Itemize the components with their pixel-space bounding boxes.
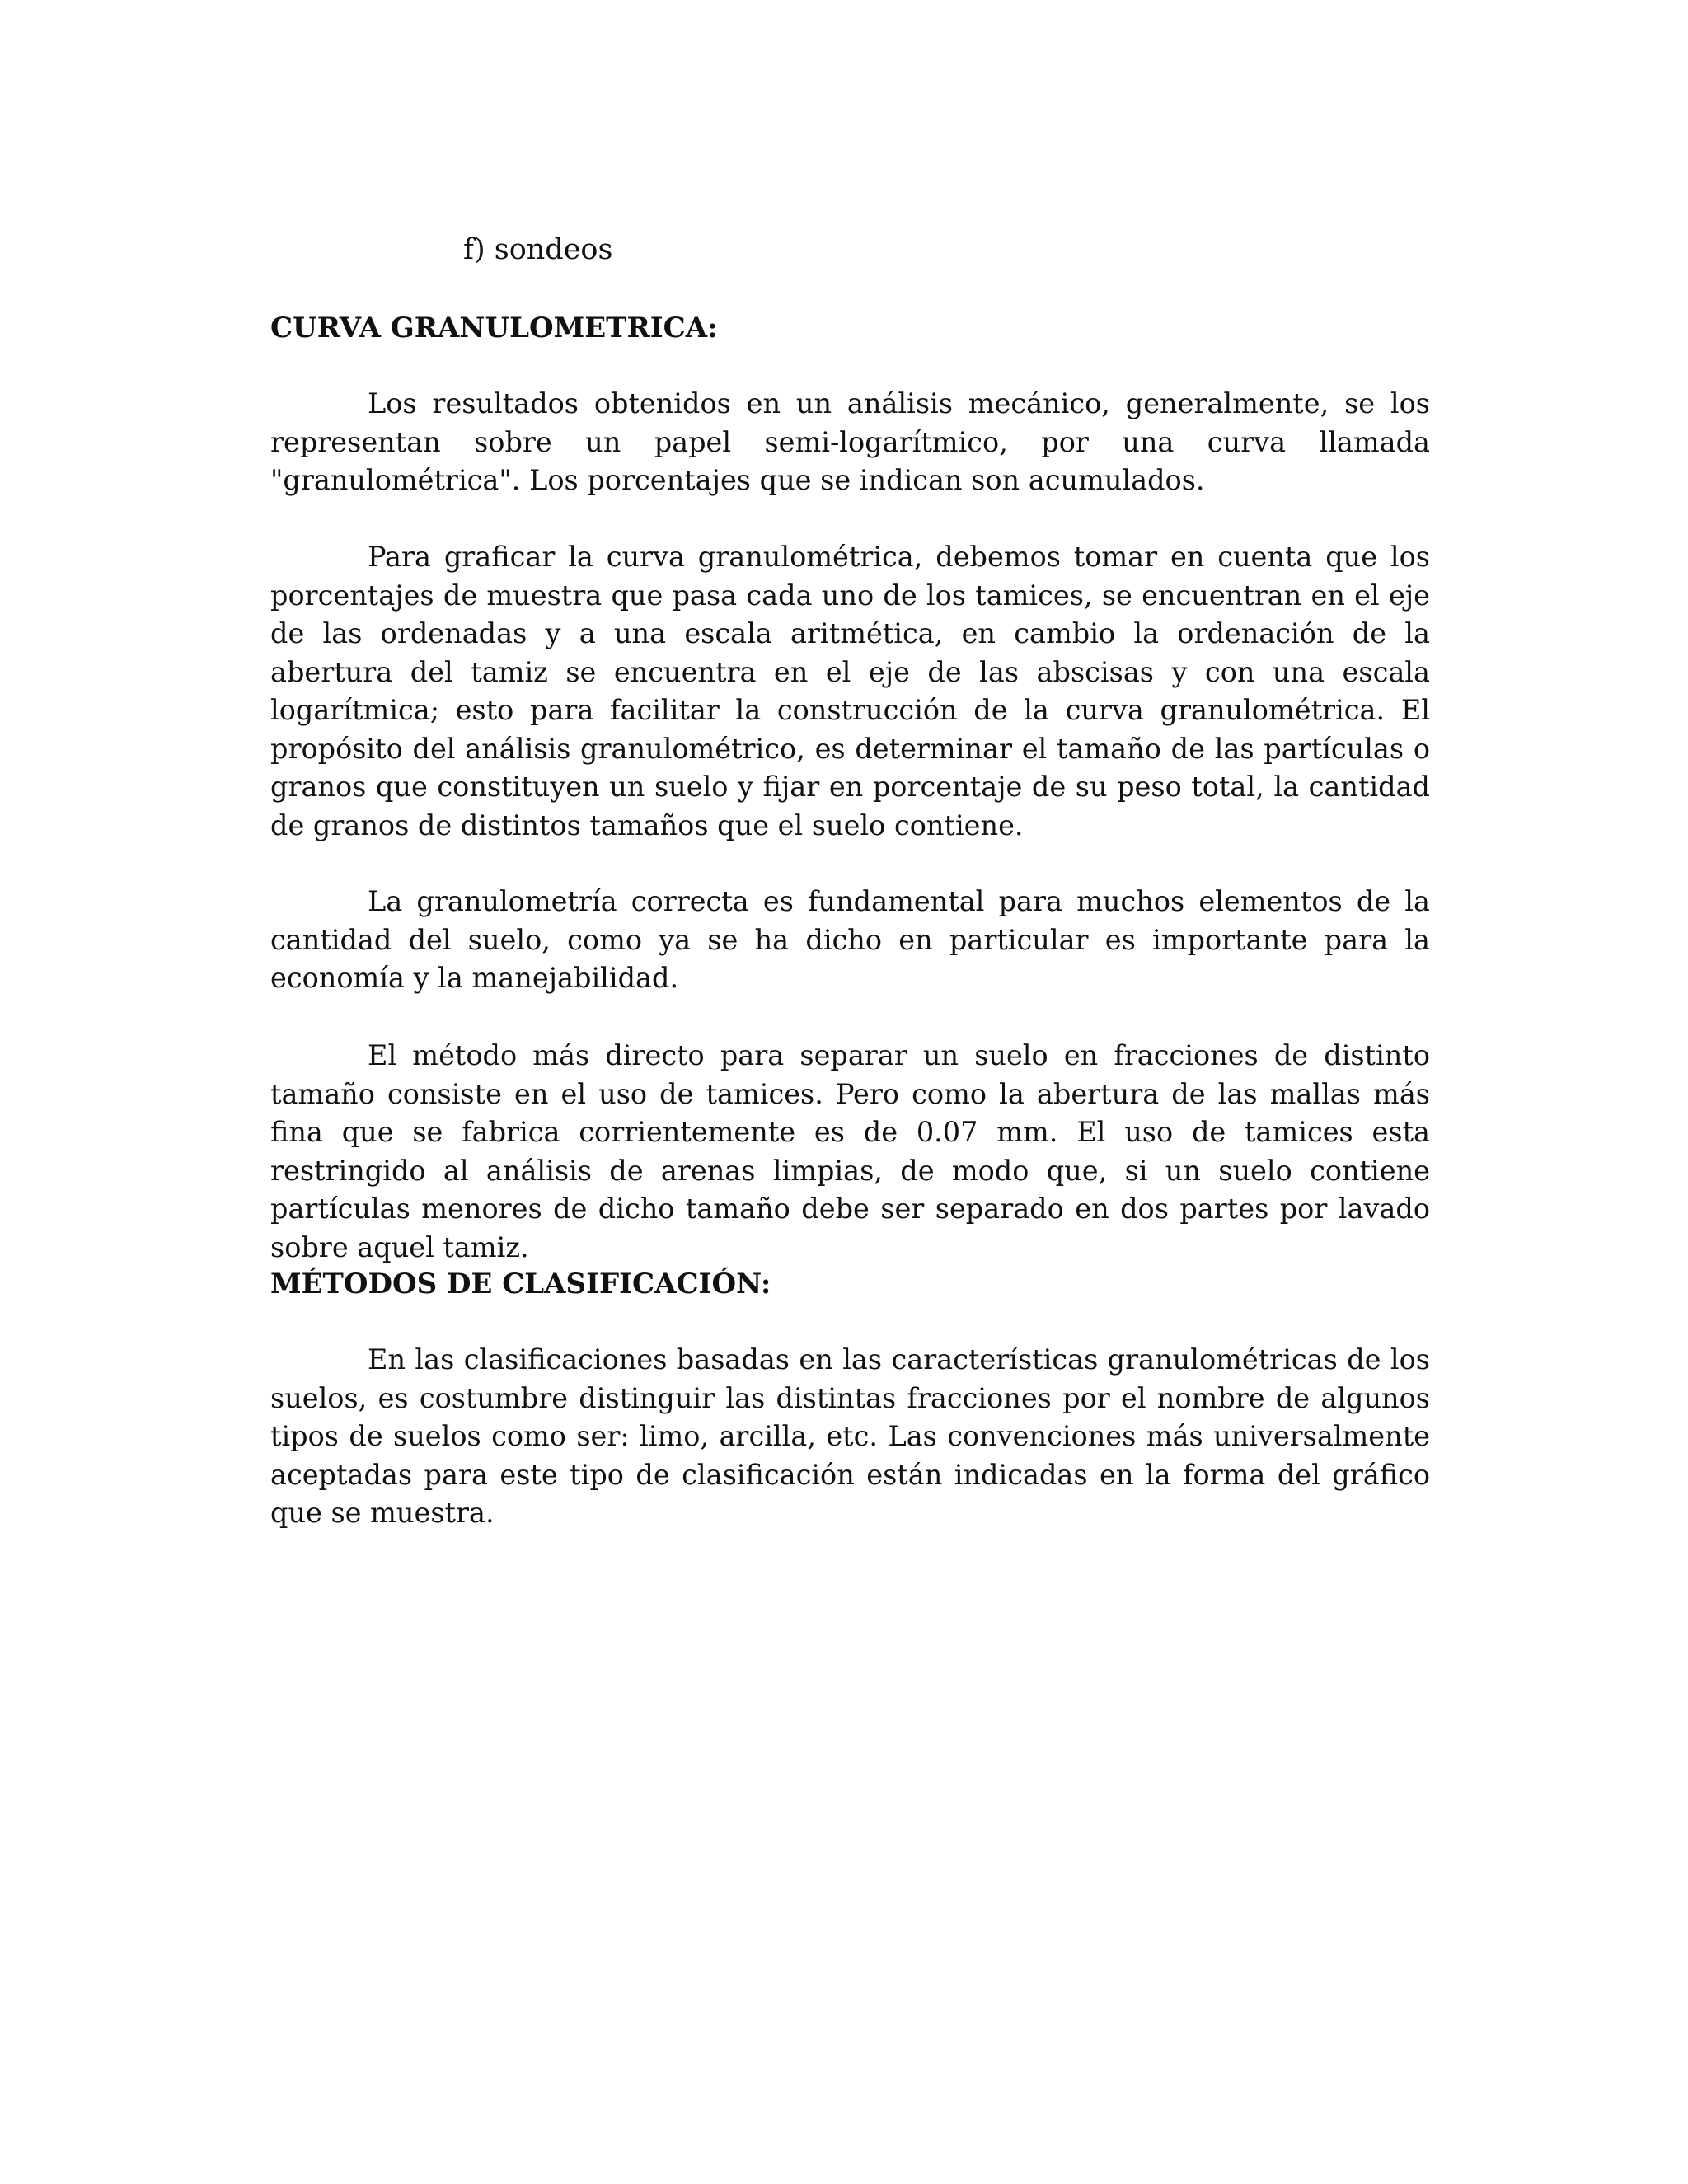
heading-curva-granulometrica: CURVA GRANULOMETRICA: bbox=[270, 312, 718, 344]
paragraph-granulometria-correcta: La granulometría correcta es fundamental para muchos elementos de la cantidad del suelo, como ya se ha dicho en particular es importante para la economía y la manejabilidad. bbox=[270, 885, 1430, 994]
paragraph-metodo-directo: El método más directo para separar un suelo en fracciones de distinto tamaño consiste en el uso de tamices. Pero como la abertura de las mallas más fina que se fabrica corrientemente es de 0.07 mm. El uso de tamices esta restringido al análisis de arenas limpias, de modo que, si un suelo contiene partículas menores de dicho tamaño debe ser separado en dos partes por lavado sobre aquel tamiz. bbox=[270, 1039, 1430, 1263]
paragraph-clasificaciones: En las clasificaciones basadas en las características granulométricas de los suelos, es costumbre distinguir las distintas fracciones por el nombre de algunos tipos de suelos como ser: limo, arcilla, etc. Las convenciones más universalmente aceptadas para este tipo de clasificación están indicadas en la forma del gráfico que se muestra. bbox=[270, 1343, 1430, 1529]
heading-metodos-clasificacion: MÉTODOS DE CLASIFICACIÓN: bbox=[270, 1268, 771, 1301]
list-item-sondeos: f) sondeos bbox=[463, 233, 613, 266]
paragraph-graficar-curva: Para graficar la curva granulométrica, debemos tomar en cuenta que los porcentajes de muestra que pasa cada uno de los tamices, se encuentran en el eje de las ordenadas y a una escala aritmética, en cambio la ordenación de la abertura del tamiz se encuentra en el eje de las abscisas y con una escala logarítmica; esto para facilitar la construcción de la curva granulométrica. El propósito del análisis granulométrico, es determinar el tamaño de las partículas o granos que constituyen un suelo y fijar en porcentaje de su peso total, la cantidad de granos de distintos tamaños que el suelo contiene. bbox=[270, 541, 1430, 841]
paragraph-resultados: Los resultados obtenidos en un análisis mecánico, generalmente, se los representan sobre un papel semi-logarítmico, por una curva llamada "granulométrica". Los porcentajes que se indican son acumulados. bbox=[270, 387, 1430, 496]
